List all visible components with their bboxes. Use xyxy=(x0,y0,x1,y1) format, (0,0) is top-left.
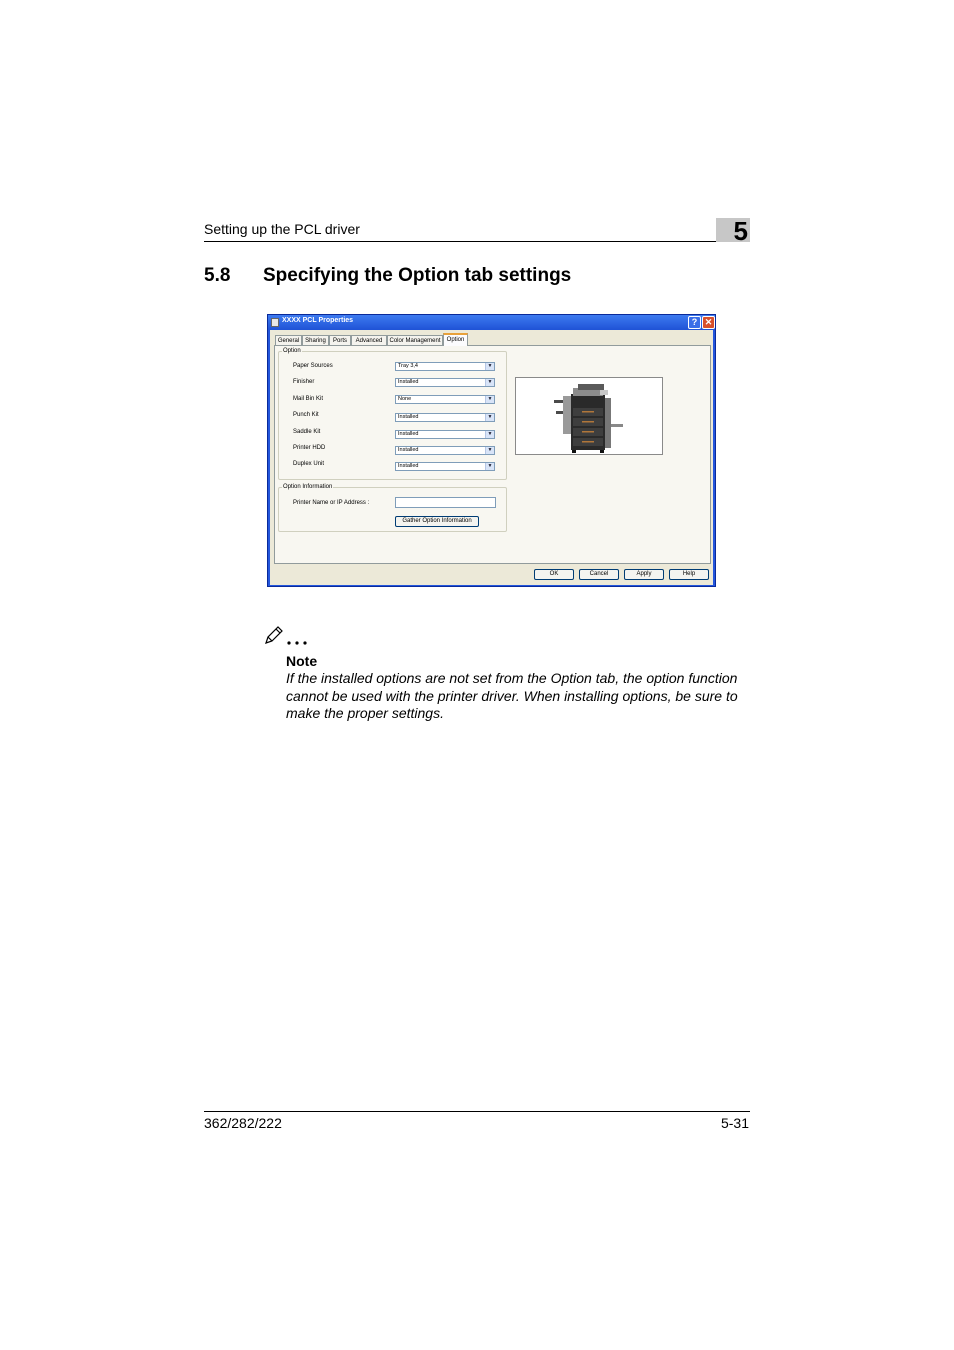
footer-rule xyxy=(204,1111,750,1112)
cancel-button[interactable]: Cancel xyxy=(579,569,619,580)
finisher-label: Finisher xyxy=(293,379,315,385)
saddle-kit-value: Installed xyxy=(398,431,419,437)
footer-model: 362/282/222 xyxy=(204,1115,282,1131)
apply-button[interactable]: Apply xyxy=(624,569,664,580)
saddle-kit-combo[interactable] xyxy=(395,430,495,439)
gather-option-information-button[interactable]: Gather Option Information xyxy=(395,516,479,527)
chevron-down-icon[interactable]: ▼ xyxy=(485,447,494,454)
mail-bin-kit-value: None xyxy=(398,396,412,402)
dialog-titlebar xyxy=(268,315,715,330)
chevron-down-icon[interactable]: ▼ xyxy=(485,463,494,470)
ok-button[interactable]: OK xyxy=(534,569,574,580)
dialog-client xyxy=(270,330,713,585)
tab-option[interactable]: Option xyxy=(443,333,468,346)
tab-color-management[interactable]: Color Management xyxy=(387,335,443,345)
chevron-down-icon[interactable]: ▼ xyxy=(485,379,494,386)
running-header-title: Setting up the PCL driver xyxy=(204,221,360,237)
printer-preview xyxy=(515,377,663,455)
titlebar-close-button[interactable]: ✕ xyxy=(702,316,715,329)
punch-kit-value: Installed xyxy=(398,414,419,420)
section-title: Specifying the Option tab settings xyxy=(263,265,572,286)
printer-name-input[interactable] xyxy=(395,497,496,508)
tab-general[interactable]: General xyxy=(275,335,302,345)
punch-kit-label: Punch Kit xyxy=(293,412,319,418)
tab-advanced[interactable]: Advanced xyxy=(351,335,387,345)
tab-sharing[interactable]: Sharing xyxy=(302,335,329,345)
help-button[interactable]: Help xyxy=(669,569,709,580)
duplex-unit-value: Installed xyxy=(398,463,419,469)
chevron-down-icon[interactable]: ▼ xyxy=(485,431,494,438)
printer-icon xyxy=(271,318,279,327)
mail-bin-kit-label: Mail Bin Kit xyxy=(293,396,324,402)
paper-sources-value: Tray 3,4 xyxy=(398,363,418,369)
printer-name-label: Printer Name or IP Address : xyxy=(293,500,370,506)
chevron-down-icon[interactable]: ▼ xyxy=(485,414,494,421)
tab-ports[interactable]: Ports xyxy=(329,335,351,345)
printer-hdd-combo[interactable] xyxy=(395,446,495,455)
paper-sources-label: Paper Sources xyxy=(293,363,333,369)
titlebar-help-button[interactable]: ? xyxy=(688,316,701,329)
dialog-title: XXXX PCL Properties xyxy=(282,317,354,324)
duplex-unit-label: Duplex Unit xyxy=(293,461,325,467)
note-heading: Note xyxy=(286,653,318,669)
finisher-value: Installed xyxy=(398,379,419,385)
chevron-down-icon[interactable]: ▼ xyxy=(485,396,494,403)
pencil-note-icon xyxy=(263,624,311,646)
chapter-number: 5 xyxy=(733,216,748,246)
option-tab-page xyxy=(274,345,711,564)
option-group-label: Option xyxy=(283,348,301,354)
finisher-combo[interactable] xyxy=(395,378,495,387)
option-information-label: Option Information xyxy=(283,484,333,490)
paper-sources-combo[interactable] xyxy=(395,362,495,371)
header-rule xyxy=(204,241,750,242)
printer-hdd-label: Printer HDD xyxy=(293,445,326,451)
punch-kit-combo[interactable] xyxy=(395,413,495,422)
footer-page-number: 5-31 xyxy=(720,1115,749,1131)
section-number: 5.8 xyxy=(204,265,231,286)
printer-hdd-value: Installed xyxy=(398,447,419,453)
note-body: If the installed options are not set from the Option tab, the option function cannot be used with the printer driver. When installing options, be sure to make the proper settings. xyxy=(286,670,738,721)
saddle-kit-label: Saddle Kit xyxy=(293,429,321,435)
chevron-down-icon[interactable]: ▼ xyxy=(485,363,494,370)
mail-bin-kit-combo[interactable] xyxy=(395,395,495,404)
multifunction-printer-image xyxy=(516,378,662,454)
properties-dialog xyxy=(267,314,716,587)
duplex-unit-combo[interactable] xyxy=(395,462,495,471)
